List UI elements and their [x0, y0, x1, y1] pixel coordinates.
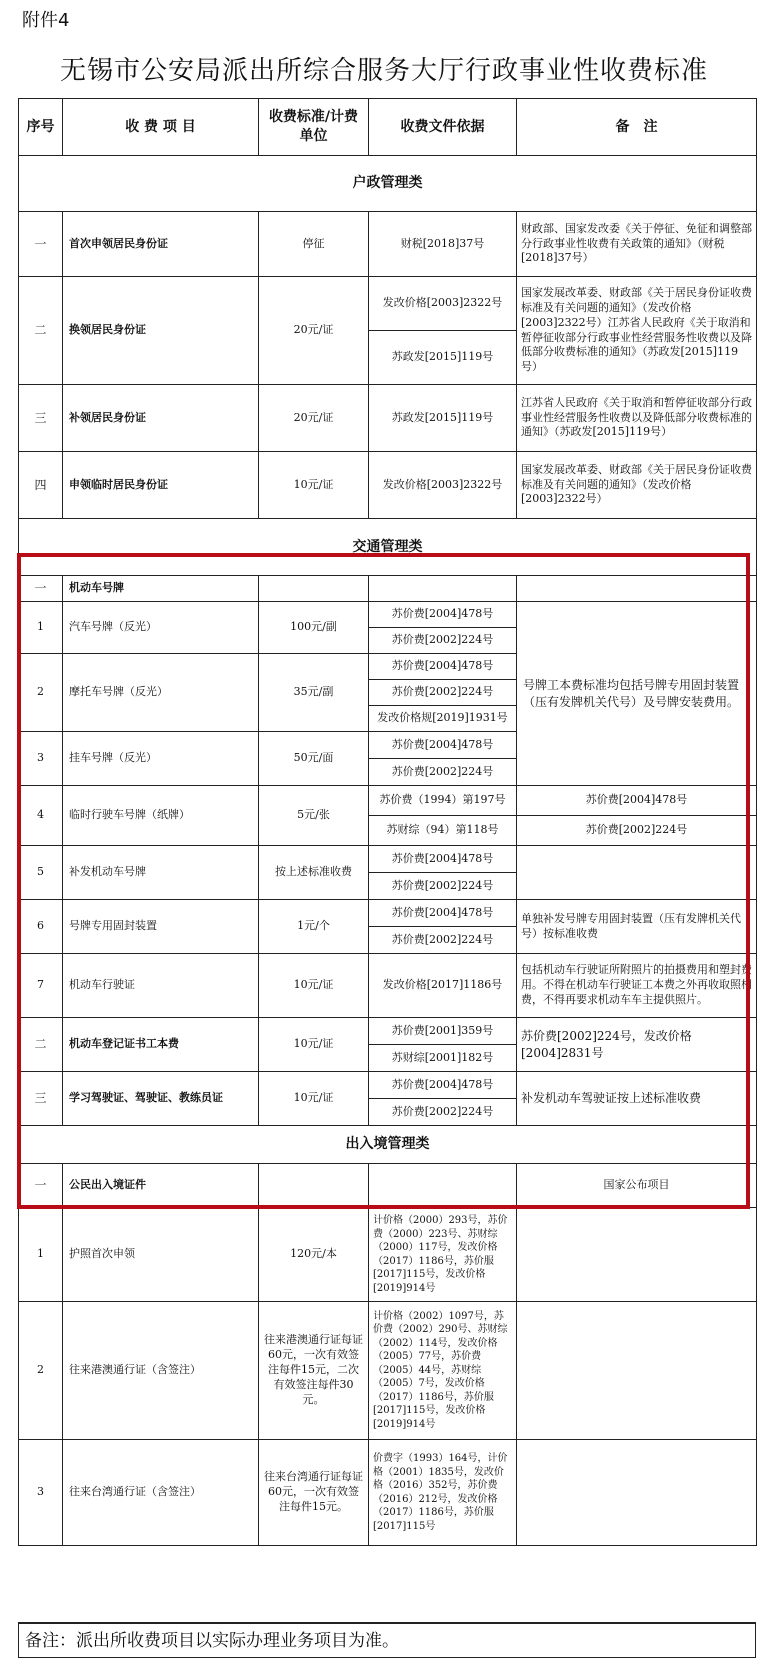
- table-row: [19, 385, 757, 452]
- row-note: 苏价费[2002]224号: [517, 816, 757, 846]
- row-basis: 计价格（2000）293号，苏价费（2000）223号、苏财综（2000）117号，发改价格（2017）1186号，苏价服[2017]115号，发改价格[2019]914号: [369, 1208, 517, 1302]
- table-row: [19, 954, 757, 1018]
- table-row: [19, 452, 757, 519]
- row-basis: 价费字（1993）164号，计价格（2001）1835号，发改价格（2016）352号，苏价费（2016）212号，发改价格（2017）1186号，苏价服[2017]115号: [369, 1440, 517, 1546]
- row-item: 公民出入境证件: [63, 1164, 259, 1208]
- row-no: 3: [19, 1440, 63, 1546]
- row-basis: 苏价费（1994）第197号: [369, 786, 517, 816]
- row-note: 包括机动车行驶证所附照片的拍摄费用和塑封费用。不得在机动车行驶证工本费之外再收取照相费，不得再要求机动车车主提供照片。: [517, 954, 757, 1018]
- row-standard: 5元/张: [259, 786, 369, 846]
- table-row: [19, 786, 757, 816]
- row-item: 挂车号牌（反光）: [63, 732, 259, 786]
- row-basis: 苏价费[2004]478号: [369, 1072, 517, 1099]
- table-row: [19, 602, 757, 628]
- row-basis: 苏价费[2002]224号: [369, 759, 517, 786]
- row-no: 二: [19, 1018, 63, 1072]
- row-no: 1: [19, 602, 63, 654]
- row-item: 补发机动车号牌: [63, 846, 259, 900]
- row-no: 三: [19, 385, 63, 452]
- row-no: 3: [19, 732, 63, 786]
- row-item: 往来港澳通行证（含签注）: [63, 1302, 259, 1440]
- row-item: 机动车登记证书工本费: [63, 1018, 259, 1072]
- row-no: 一: [19, 212, 63, 277]
- attachment-label: 附件4: [22, 10, 70, 31]
- section-huzheng: 户政管理类: [19, 156, 757, 212]
- row-basis: 财税[2018]37号: [369, 212, 517, 277]
- header-basis: 收费文件依据: [369, 99, 517, 156]
- row-standard: 10元/证: [259, 1072, 369, 1126]
- row-no: 6: [19, 900, 63, 954]
- row-item: 申领临时居民身份证: [63, 452, 259, 519]
- row-basis: 计价格（2002）1097号，苏价费（2002）290号、苏财综（2002）114号，发改价格（2005）77号，苏价费（2005）44号，苏财综（2005）7号，发改价格（2017）1186号，苏价服[2017]115号，发改价格[2019]914号: [369, 1302, 517, 1440]
- table-row: [19, 1440, 757, 1546]
- row-basis: 苏政发[2015]119号: [369, 385, 517, 452]
- row-standard: 100元/副: [259, 602, 369, 654]
- header-no: 序号: [19, 99, 63, 156]
- row-note: 补发机动车驾驶证按上述标准收费: [517, 1072, 757, 1126]
- row-item: 首次申领居民身份证: [63, 212, 259, 277]
- row-no: 4: [19, 786, 63, 846]
- row-item: 学习驾驶证、驾驶证、教练员证: [63, 1072, 259, 1126]
- row-no: 四: [19, 452, 63, 519]
- row-standard: 10元/证: [259, 452, 369, 519]
- row-standard: 停征: [259, 212, 369, 277]
- row-basis: 苏价费[2004]478号: [369, 732, 517, 759]
- row-no: 2: [19, 1302, 63, 1440]
- row-basis: 苏价费[2004]478号: [369, 846, 517, 873]
- table-row: [19, 1072, 757, 1099]
- row-basis: 苏价费[2002]224号: [369, 1099, 517, 1126]
- row-basis: 发改价格[2017]1186号: [369, 954, 517, 1018]
- row-no: 1: [19, 1208, 63, 1302]
- row-standard: 10元/证: [259, 954, 369, 1018]
- row-no: 一: [19, 1164, 63, 1208]
- table-row: [19, 1018, 757, 1045]
- row-basis: 苏财综[2001]182号: [369, 1045, 517, 1072]
- plate-note: 号牌工本费标准均包括号牌专用固封装置（压有发牌机关代号）及号牌安装费用。: [517, 602, 757, 786]
- table-header-row: [19, 99, 757, 156]
- row-standard: 1元/个: [259, 900, 369, 954]
- row-no: 二: [19, 277, 63, 385]
- row-item: 往来台湾通行证（含签注）: [63, 1440, 259, 1546]
- row-item: 号牌专用固封装置: [63, 900, 259, 954]
- row-note: 财政部、国家发改委《关于停征、免征和调整部分行政事业性收费有关政策的通知》（财税[2018]37号）: [517, 212, 757, 277]
- row-item: 摩托车号牌（反光）: [63, 654, 259, 732]
- section-jiaotong: 交通管理类: [19, 519, 757, 576]
- row-note: 国家发展改革委、财政部《关于居民身份证收费标准及有关问题的通知》（发改价格[2003]2322号）: [517, 452, 757, 519]
- table-row: [19, 1164, 757, 1208]
- row-item: 汽车号牌（反光）: [63, 602, 259, 654]
- row-basis: 苏财综（94）第118号: [369, 816, 517, 846]
- row-standard: 50元/面: [259, 732, 369, 786]
- row-standard: 按上述标准收费: [259, 846, 369, 900]
- row-item: 机动车号牌: [63, 576, 259, 602]
- row-item: 机动车行驶证: [63, 954, 259, 1018]
- table-row: [19, 576, 757, 602]
- row-basis: 苏政发[2015]119号: [369, 331, 517, 385]
- row-standard: 10元/证: [259, 1018, 369, 1072]
- table-row: [19, 846, 757, 873]
- header-item: 收 费 项 目: [63, 99, 259, 156]
- row-note: 国家公布项目: [517, 1164, 757, 1208]
- row-note: 单独补发号牌专用固封装置（压有发牌机关代号）按标准收费: [517, 900, 757, 954]
- row-basis: 苏价费[2004]478号: [369, 654, 517, 680]
- row-basis: 发改价格[2003]2322号: [369, 277, 517, 331]
- row-basis: 苏价费[2004]478号: [369, 602, 517, 628]
- row-basis: 苏价费[2002]224号: [369, 628, 517, 654]
- row-no: 一: [19, 576, 63, 602]
- table-row: [19, 1208, 757, 1302]
- row-basis: 发改价格[2003]2322号: [369, 452, 517, 519]
- table-row: [19, 900, 757, 927]
- table-row: [19, 1302, 757, 1440]
- row-note: 江苏省人民政府《关于取消和暂停征收部分行政事业性经营服务性收费以及降低部分收费标准的通知》（苏政发[2015]119号）: [517, 385, 757, 452]
- table-row: [19, 277, 757, 331]
- row-standard: 往来台湾通行证每证60元，一次有效签注每件15元。: [259, 1440, 369, 1546]
- row-item: 护照首次申领: [63, 1208, 259, 1302]
- row-note: 苏价费[2002]224号，发改价格[2004]2831号: [517, 1018, 757, 1072]
- row-item: 换领居民身份证: [63, 277, 259, 385]
- row-basis: 发改价格规[2019]1931号: [369, 706, 517, 732]
- row-basis: 苏价费[2002]224号: [369, 680, 517, 706]
- row-no: 2: [19, 654, 63, 732]
- page-title: 无锡市公安局派出所综合服务大厅行政事业性收费标准: [59, 56, 708, 86]
- row-item: 补领居民身份证: [63, 385, 259, 452]
- row-basis: 苏价费[2002]224号: [369, 927, 517, 954]
- row-standard: 20元/证: [259, 277, 369, 385]
- fee-table: [18, 98, 757, 1546]
- row-standard: 20元/证: [259, 385, 369, 452]
- row-note: 国家发展改革委、财政部《关于居民身份证收费标准及有关问题的通知》（发改价格[2003]2322号）江苏省人民政府《关于取消和暂停征收部分行政事业性经营服务性收费以及降低部分收费标准的通知》（苏政发[2015]119号）: [517, 277, 757, 385]
- row-no: 三: [19, 1072, 63, 1126]
- header-note: 备 注: [517, 99, 757, 156]
- row-note: 苏价费[2004]478号: [517, 786, 757, 816]
- table-row: [19, 212, 757, 277]
- section-churu: 出入境管理类: [19, 1126, 757, 1164]
- row-standard: 120元/本: [259, 1208, 369, 1302]
- row-item: 临时行驶车号牌（纸牌）: [63, 786, 259, 846]
- row-standard: 往来港澳通行证每证60元，一次有效签注每件15元，二次有效签注每件30元。: [259, 1302, 369, 1440]
- row-no: 7: [19, 954, 63, 1018]
- row-no: 5: [19, 846, 63, 900]
- row-basis: 苏价费[2004]478号: [369, 900, 517, 927]
- footer-note: 备注：派出所收费项目以实际办理业务项目为准。: [18, 1622, 756, 1658]
- row-standard: 35元/副: [259, 654, 369, 732]
- row-basis: 苏价费[2002]224号: [369, 873, 517, 900]
- header-standard: 收费标准/计费单位: [259, 99, 369, 156]
- row-basis: 苏价费[2001]359号: [369, 1018, 517, 1045]
